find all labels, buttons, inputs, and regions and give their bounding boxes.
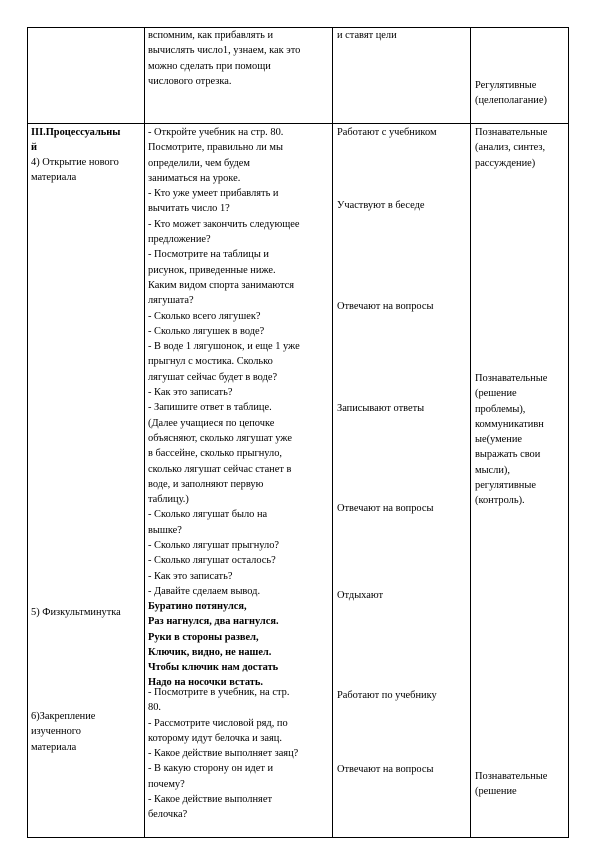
text-line: Каким видом спорта занимаются — [148, 279, 295, 291]
text-line: - Какое действие выполняет заяц? — [148, 748, 299, 760]
text-line: - Сколько лягушат осталось? — [148, 555, 276, 567]
text-line: 6)Закрепление — [31, 711, 96, 722]
text-line: в бассейне, сколько прыгнуло, — [148, 448, 282, 460]
text-line: III.Процессуальны — [31, 127, 121, 138]
text-line: - Сколько лягушат было на — [148, 509, 268, 521]
text-line: (Далее учащиеся по цепочке — [148, 417, 275, 429]
text-line: можно сделать при помощи — [148, 60, 271, 72]
text-line: регулятивные — [475, 480, 536, 492]
text-line: - Откройте учебник на стр. 80. — [148, 127, 284, 138]
text-line: Посмотрите, правильно ли мы — [148, 142, 283, 154]
text-line: Отвечают на вопросы — [337, 301, 434, 312]
text-line: числового отрезка. — [148, 75, 232, 87]
table-border-bottom — [27, 837, 569, 838]
text-line: изученного — [31, 726, 81, 738]
stage-5-label — [31, 605, 121, 620]
lesson-plan-table — [27, 27, 569, 838]
text-line: материала — [31, 172, 77, 184]
text-line: заниматься на уроке. — [148, 172, 241, 184]
text-line: - Сколько лягушек в воде? — [148, 325, 265, 337]
text-line: вспомним, как прибавлять и — [148, 30, 274, 41]
text-line: Руки в стороны развел, — [148, 631, 259, 643]
text-line: Отвечают на вопросы — [337, 503, 434, 514]
text-line: - Как это записать? — [148, 570, 233, 582]
text-line: проблемы), — [475, 403, 526, 415]
learning-outcome-b — [475, 371, 547, 509]
text-line: Отдыхают — [337, 590, 384, 601]
column-divider-1 — [144, 27, 145, 838]
text-line: Регулятивные — [475, 80, 537, 91]
text-line: Ключик, видно, не нашел. — [148, 646, 272, 658]
text-line: - Какое действие выполняет — [148, 794, 272, 806]
text-line: й — [31, 142, 37, 154]
text-line: и ставят цели — [337, 30, 397, 41]
student-activity-d — [337, 401, 424, 416]
text-line: - Сколько всего лягушек? — [148, 310, 261, 322]
learning-outcome-c — [475, 769, 547, 800]
text-line: таблицу.) — [148, 494, 189, 506]
text-line: - В воде 1 лягушонок, и еще 1 уже — [148, 341, 300, 353]
text-line: - Посмотрите на таблицы и — [148, 249, 269, 261]
text-line: Чтобы ключик нам достать — [148, 662, 279, 674]
text-line: объясняют, сколько лягушат уже — [148, 432, 292, 444]
text-line: сколько лягушат сейчас станет в — [148, 463, 292, 475]
text-line: Познавательные — [475, 127, 548, 138]
column-divider-2 — [332, 27, 333, 838]
text-line: 5) Физкультминутка — [31, 607, 121, 618]
row1-teacher-activity — [148, 28, 300, 89]
text-line: материала — [31, 741, 77, 753]
text-line: вычислять число1, узнаем, как это — [148, 45, 301, 57]
text-line: ые(умение — [475, 434, 523, 446]
text-line: белочка? — [148, 809, 188, 821]
text-line: почему? — [148, 778, 185, 790]
text-line: Познавательные — [475, 373, 548, 384]
student-activity-b — [337, 198, 425, 213]
text-line: Надо на носочки встать. — [148, 677, 263, 689]
text-line: рассуждение) — [475, 157, 536, 169]
text-line: выражать свои — [475, 449, 541, 461]
learning-outcome-a — [475, 125, 547, 171]
text-line: - Рассмотрите числовой ряд, по — [148, 717, 288, 729]
text-line: - Запишите ответ в таблице. — [148, 402, 272, 414]
text-line: (контроль). — [475, 495, 525, 507]
text-line: (решение — [475, 388, 517, 400]
stage-title — [31, 125, 120, 156]
row1-learning-outcomes — [475, 78, 547, 109]
text-line: которому идут белочка и заяц. — [148, 732, 282, 744]
text-line: - Давайте сделаем вывод. — [148, 585, 261, 597]
table-border-right — [568, 27, 569, 838]
text-line: - Сколько лягушат прыгнуло? — [148, 540, 279, 552]
text-line: - Кто может закончить следующее — [148, 218, 300, 230]
table-border-left — [27, 27, 28, 838]
text-line: - Посмотрите в учебник, на стр. — [148, 687, 290, 698]
text-line: - Кто уже умеет прибавлять и — [148, 188, 279, 200]
physical-exercise-poem — [148, 599, 279, 691]
text-line: Познавательные — [475, 771, 548, 782]
text-line: (решение — [475, 786, 517, 798]
text-line: мысли), — [475, 464, 510, 476]
text-line: Записывают ответы — [337, 403, 425, 414]
stage-4-label — [31, 155, 119, 186]
teacher-activity-block-b — [148, 685, 298, 823]
text-line: (целеполагание) — [475, 95, 547, 107]
text-line: лягушат сейчас будет в воде? — [148, 371, 278, 383]
student-activity-g — [337, 688, 437, 703]
stage-6-label — [31, 709, 95, 755]
text-line: 4) Открытие нового — [31, 157, 119, 168]
text-line: лягушата? — [148, 295, 194, 307]
text-line: прыгнул с мостика. Сколько — [148, 356, 273, 368]
student-activity-c — [337, 299, 433, 314]
text-line: рисунок, приведенные ниже. — [148, 264, 276, 276]
text-line: коммуникативн — [475, 418, 544, 430]
text-line: Отвечают на вопросы — [337, 764, 434, 775]
text-line: 80. — [148, 702, 161, 714]
student-activity-f — [337, 588, 383, 603]
column-divider-3 — [470, 27, 471, 838]
text-line: вышке? — [148, 524, 182, 536]
row-divider — [27, 123, 569, 124]
text-line: Буратино потянулся, — [148, 601, 247, 612]
text-line: - Как это записать? — [148, 387, 233, 399]
text-line: определили, чем будем — [148, 157, 250, 169]
text-line: Раз нагнулся, два нагнулся. — [148, 616, 279, 628]
row1-student-activity — [337, 28, 397, 43]
text-line: Работают по учебнику — [337, 690, 437, 701]
text-line: - В какую сторону он идет и — [148, 763, 274, 775]
student-activity-e — [337, 501, 433, 516]
text-line: Участвуют в беседе — [337, 200, 425, 211]
text-line: воде, и заполняют первую — [148, 478, 264, 490]
student-activity-h — [337, 762, 433, 777]
text-line: вычитать число 1? — [148, 203, 230, 215]
text-line: Работают с учебником — [337, 127, 437, 138]
text-line: предложение? — [148, 234, 211, 246]
text-line: (анализ, синтез, — [475, 142, 546, 154]
teacher-activity-block-a — [148, 125, 300, 599]
student-activity-a — [337, 125, 437, 140]
